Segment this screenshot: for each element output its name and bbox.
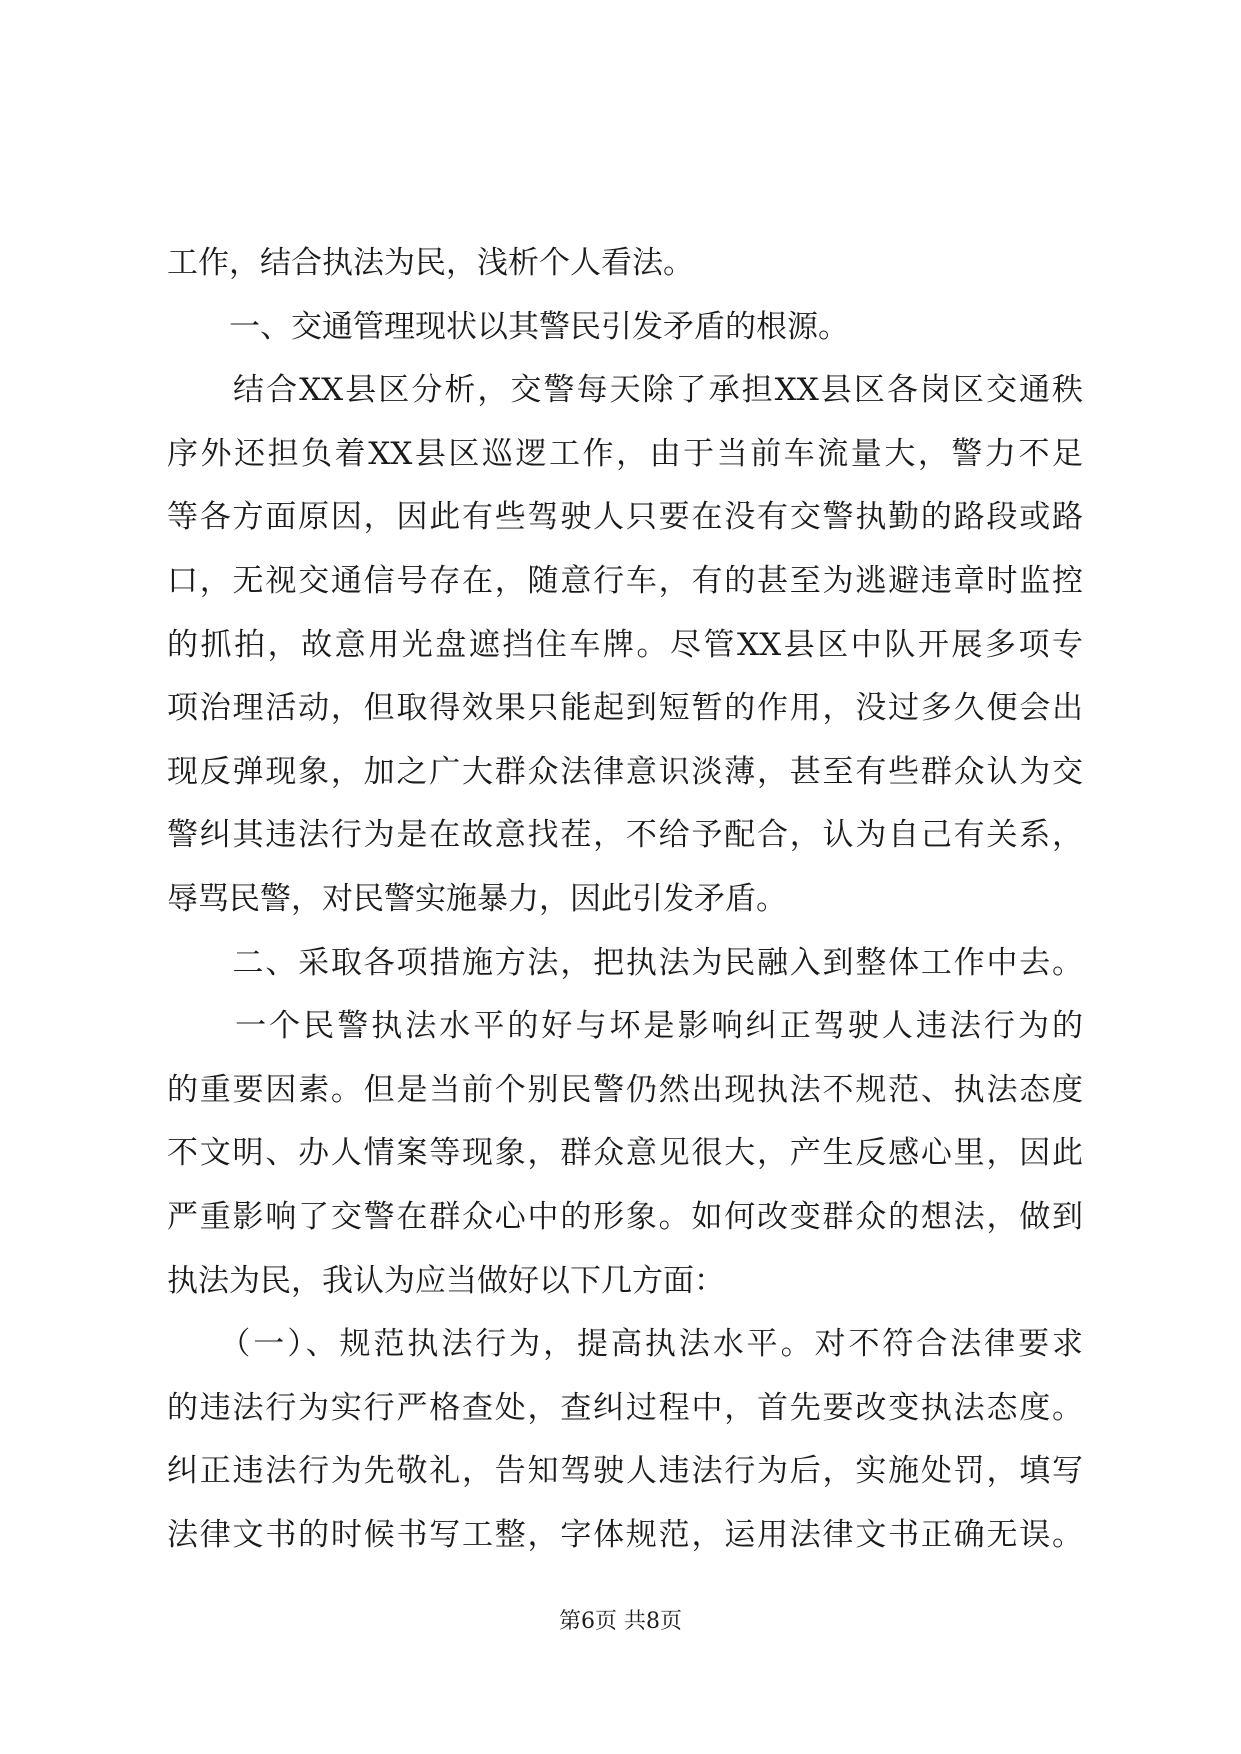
text-line: 项治理活动，但取得效果只能起到短暂的作用，没过多久便会出: [167, 690, 1083, 727]
text-line: 二、采取各项措施方法，把执法为民融入到整体工作中去。: [167, 944, 1083, 981]
text-line: 辱骂民警，对民警实施暴力，因此引发矛盾。: [167, 880, 787, 917]
text-line: 工作，结合执法为民，浅析个人看法。: [167, 245, 694, 281]
text-line: 不文明、办人情案等现象，群众意见很大，产生反感心里，因此: [167, 1135, 1083, 1172]
text-line: 的重要因素。但是当前个别民警仍然出现执法不规范、执法态度: [167, 1071, 1083, 1108]
text-line: 的违法行为实行严格查处，查纠过程中，首先要改变执法态度。: [167, 1389, 1083, 1426]
text-line: 的抓拍，故意用光盘遮挡住车牌。尽管XX县区中队开展多项专: [167, 626, 1083, 663]
text-line: 现反弹现象，加之广大群众法律意识淡薄，甚至有些群众认为交: [167, 753, 1083, 790]
text-line: 警纠其违法行为是在故意找茬，不给予配合，认为自己有关系，: [167, 817, 1083, 854]
text-line: （一）、规范执法行为，提高执法水平。对不符合法律要求: [167, 1326, 1083, 1363]
text-line: 执法为民，我认为应当做好以下几方面：: [167, 1262, 725, 1299]
page-footer: 第6页 共8页: [559, 1609, 682, 1634]
text-line: 等各方面原因，因此有些驾驶人只要在没有交警执勤的路段或路: [167, 499, 1083, 536]
text-line: 法律文书的时候书写工整，字体规范，运用法律文书正确无误。: [167, 1516, 1083, 1553]
text-line: 严重影响了交警在群众心中的形象。如何改变群众的想法，做到: [167, 1198, 1083, 1235]
text-line: 一个民警执法水平的好与坏是影响纠正驾驶人违法行为的: [167, 1008, 1083, 1045]
text-line: 结合XX县区分析，交警每天除了承担XX县区各岗区交通秩: [167, 372, 1083, 409]
text-line: 序外还担负着XX县区巡逻工作，由于当前车流量大，警力不足: [167, 435, 1083, 472]
text-line: 口，无视交通信号存在，随意行车，有的甚至为逃避违章时监控: [167, 562, 1083, 599]
text-line: 纠正违法行为先敬礼，告知驾驶人违法行为后，实施处罚，填写: [167, 1453, 1083, 1490]
text-line: 一、交通管理现状以其警民引发矛盾的根源。: [167, 308, 849, 345]
body-text: [167, 232, 1083, 1567]
